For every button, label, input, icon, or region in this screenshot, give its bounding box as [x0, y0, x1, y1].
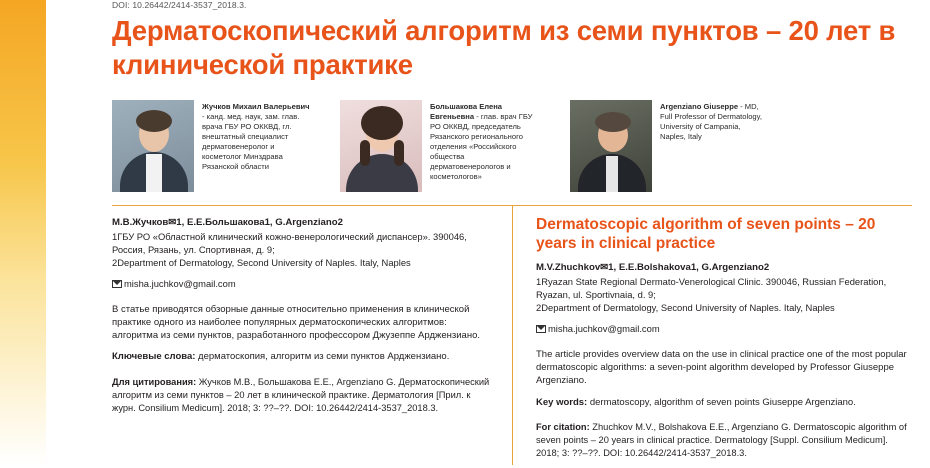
- keywords-en-row: [536, 396, 912, 409]
- column-english: [536, 216, 912, 468]
- keywords-label-ru: Ключевые слова:: [112, 351, 196, 363]
- column-russian: [112, 216, 492, 423]
- citation-en-row: [536, 421, 912, 460]
- authors-line-en: M.V.Zhuchkov✉1, E.E.Bolshakova1, G.Argenziano2: [536, 262, 770, 274]
- authors-line-ru: М.В.Жучков✉1, Е.Е.Большакова1, G.Argenziano2: [112, 217, 343, 228]
- title-en: Dermatoscopic algorithm of seven points – 20 years in clinical practice: [536, 216, 876, 252]
- author-bio-1: [202, 102, 310, 172]
- envelope-icon: [112, 280, 122, 288]
- doi-top: DOI: 10.26442/2414-3537_2018.3.: [112, 0, 247, 10]
- email-en-row: [536, 323, 912, 336]
- citation-label-en: For citation:: [536, 421, 590, 432]
- email-en[interactable]: misha.juchkov@gmail.com: [548, 322, 660, 334]
- author-name-1: Жучков Михаил Валерьевич: [202, 102, 310, 111]
- email-ru-row: [112, 278, 492, 291]
- author-photo-argenziano: [570, 100, 652, 192]
- decorative-side-bar: [0, 0, 60, 465]
- article-content: [60, 0, 930, 465]
- author-strip: [112, 100, 912, 195]
- affiliation-ru: 1ГБУ РО «Областной клинический кожно-венерологический диспансер». 390046, Россия, Рязань, ул. Спортивная, д. 9; 2Department of Dermatology, Second University of Naples. Italy, Naples: [112, 231, 467, 268]
- author-name-3: Argenziano Giuseppe: [660, 102, 739, 111]
- author-bio-2: [430, 102, 538, 182]
- keywords-label-en: Key words:: [536, 396, 588, 408]
- decorative-side-bar-inner: [46, 0, 60, 465]
- citation-ru-row: [112, 376, 492, 415]
- abstract-ru: В статье приводятся обзорные данные относительно применения в клинической практике одного из наиболее популярных дерматоскопических алгоритмов: алгоритма из семи пунктов, разработанного профессором Джузеппе Арджензиано.: [112, 303, 480, 342]
- author-bio-3: [660, 102, 768, 142]
- keywords-en: dermatoscopy, algorithm of seven points Giuseppe Argenziano.: [587, 396, 856, 408]
- affiliation-en: 1Ryazan State Regional Dermato-Venerological Clinic. 390046, Russian Federation, Ryazan, ul. Sportivnaia, d. 9; 2Department of Dermatology, Second University of Naples. Italy, Naples: [536, 276, 887, 313]
- keywords-ru: дерматоскопия, алгоритм из семи пунктов Арджензиано.: [195, 351, 450, 363]
- citation-ru: Жучков М.В., Большакова Е.Е., Argenziano G. Дерматоскопический алгоритм из семи пунктов – 20 лет в клинической практике. Дерматология [Прил. к журн. Consilium Medicum]. 2018; 3: ??–??. DOI: 10.26442/2414-3537_2018.3.: [112, 376, 490, 413]
- author-photo-zhuchkov: [112, 100, 194, 192]
- citation-en: Zhuchkov M.V., Bolshakova E.E., Argenziano G. Dermatoscopic algorithm of seven points – 20 years in clinical practice. Dermatology [Suppl. Consilium Medicum]. 2018; 3: ??–??. DOI: 10.26442/2414-3537_2018.3.: [536, 421, 907, 458]
- column-divider: [512, 205, 513, 465]
- email-ru[interactable]: misha.juchkov@gmail.com: [124, 277, 236, 289]
- author-name-2: Большакова Елена Евгеньевна: [430, 102, 503, 122]
- author-role-2: - глав. врач ГБУ РО ОККВД, председатель Рязанского регионального отделения «Российского общества дерматовенерологов и косметологов»: [430, 112, 533, 182]
- author-role-1: - канд. мед. наук, зам. глав. врача ГБУ РО ОККВД, гл. внештатный специалист дерматовенеролог и косметолог Минздрава Рязанской области: [202, 112, 300, 172]
- abstract-en: The article provides overview data on the use in clinical practice one of the most popular dermatoscopic algorithms: a seven-point algorithm developed by Professor Giuseppe Argenziano.: [536, 348, 907, 387]
- keywords-ru-row: [112, 350, 492, 363]
- citation-label-ru: Для цитирования:: [112, 376, 197, 387]
- envelope-icon: [536, 325, 546, 333]
- page-title: Дерматоскопический алгоритм из семи пунктов – 20 лет в клинической практике: [112, 15, 896, 80]
- author-photo-bolshakova: [340, 100, 422, 192]
- author-role-3: - MD, Full Professor of Dermatology, University of Campania, Naples, Italy: [660, 102, 762, 142]
